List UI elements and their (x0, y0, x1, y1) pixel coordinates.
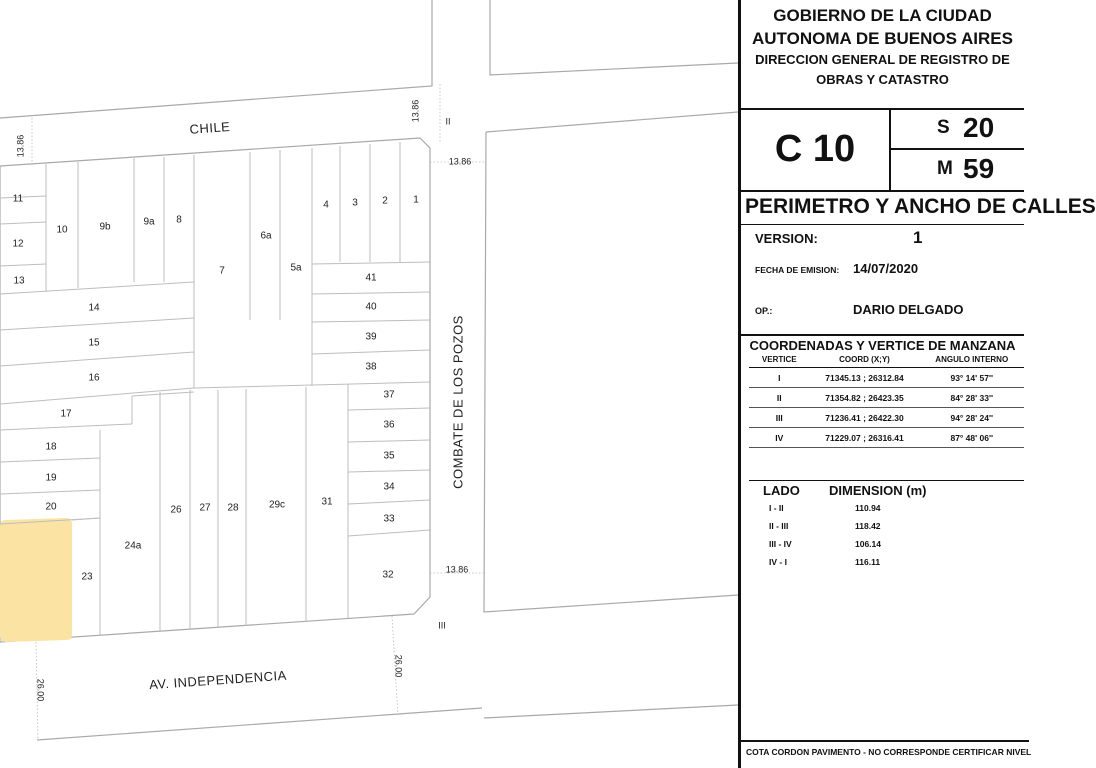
lado-name: IV - I (769, 557, 787, 567)
lot-label: 27 (199, 502, 211, 514)
lot-label: 16 (88, 372, 100, 384)
lot-label: 3 (352, 197, 358, 209)
street-width-nw: 13.86 (15, 134, 26, 158)
fecha-value: 14/07/2020 (853, 261, 919, 276)
coord-header-coord: COORD (X;Y) (810, 354, 920, 368)
footer-note: COTA CORDON PAVIMENTO - NO CORRESPONDE CERTIFICAR NIVEL (741, 740, 1029, 757)
lot-labels (12, 194, 419, 583)
vertex-id: IV (749, 428, 810, 448)
vertex-coord: 71354.82 ; 26423.35 (810, 388, 920, 408)
lot-label: 36 (383, 419, 395, 431)
street-width-east-top: 13.86 (448, 156, 472, 167)
lot-label: 9a (143, 216, 155, 228)
street-name-north: CHILE (189, 119, 231, 137)
vertex-id: I (749, 368, 810, 388)
vertex-label-iii: III (438, 620, 446, 631)
vertex-id: III (749, 408, 810, 428)
street-width-sw: 26.00 (35, 678, 46, 702)
vertex-angle: 94° 28' 24'' (920, 408, 1025, 428)
vertex-angle: 87° 48' 06'' (920, 428, 1025, 448)
street-name-south: AV. INDEPENDENCIA (148, 667, 288, 693)
seccion-value: 20 (963, 112, 995, 143)
lot-label: 6a (260, 230, 272, 242)
op-label: OP.: (755, 306, 773, 316)
dimension-lines (32, 84, 486, 740)
coord-header-angulo: ANGULO INTERNO (920, 354, 1025, 368)
coord-title: COORDENADAS Y VERTICE DE MANZANA (741, 334, 1024, 353)
lot-label: 13 (13, 275, 25, 287)
lado-dimension: 118.42 (855, 521, 881, 531)
version-value: 1 (913, 228, 923, 247)
coord-header-vertice: VERTICE (749, 354, 810, 368)
vertex-label-ii: II (445, 116, 451, 127)
lot-label: 26 (170, 504, 182, 516)
lot-label: 8 (176, 214, 182, 226)
lot-label: 33 (383, 513, 395, 525)
lot-label: 23 (81, 571, 93, 583)
lot-label: 5a (290, 262, 302, 274)
version-label: VERSION: (755, 231, 818, 246)
lot-label: 35 (383, 450, 395, 462)
lot-label: 4 (323, 199, 329, 211)
lot-label: 1 (413, 194, 419, 206)
highlighted-lot (0, 518, 72, 642)
vertex-coord: 71236.41 ; 26422.30 (810, 408, 920, 428)
document-title: PERIMETRO Y ANCHO DE CALLES (745, 195, 1096, 218)
vertex-angle: 84° 28' 33'' (920, 388, 1025, 408)
lot-label: 39 (365, 331, 377, 343)
lot-label: 17 (60, 408, 72, 420)
lot-label: 32 (382, 569, 394, 581)
header-line-3: DIRECCION GENERAL DE REGISTRO DE (755, 52, 1010, 67)
lot-label: 12 (12, 238, 24, 250)
coord-table (749, 354, 1024, 448)
seccion-label: S (937, 117, 950, 138)
lot-label: 14 (88, 302, 100, 314)
lot-label: 15 (88, 337, 100, 349)
table-row (749, 388, 1024, 408)
info-panel (738, 0, 1096, 768)
lados-section (749, 480, 1024, 567)
lado-dimension: 116.11 (855, 557, 881, 567)
vertex-angle: 93° 14' 57'' (920, 368, 1025, 388)
lado-dimension: 106.14 (855, 539, 881, 549)
lot-label: 9b (99, 221, 111, 233)
table-row (749, 368, 1024, 388)
lot-label: 11 (12, 193, 24, 205)
dimension-header: DIMENSION (m) (829, 483, 927, 498)
street-name-east: COMBATE DE LOS POZOS (450, 315, 466, 489)
lot-label: 41 (365, 272, 377, 284)
lot-label: 38 (365, 361, 377, 373)
lado-name: III - IV (769, 539, 792, 549)
street-width-north-right: 13.86 (410, 99, 421, 123)
circunscripcion: C 10 (741, 108, 891, 190)
panel-header (741, 0, 1024, 110)
lot-label: 24a (124, 540, 142, 552)
lot-label: 29c (268, 499, 286, 511)
lot-label: 37 (383, 389, 395, 401)
lado-dimension: 110.94 (855, 503, 881, 513)
vertex-id: II (749, 388, 810, 408)
lot-label: 7 (219, 265, 225, 277)
lot-label: 18 (45, 441, 57, 453)
fecha-label: FECHA DE EMISION: (755, 265, 840, 275)
lado-name: I - II (769, 503, 784, 513)
header-line-4: OBRAS Y CATASTRO (816, 72, 949, 87)
lot-label: 31 (321, 496, 333, 508)
manzana-label: M (937, 158, 953, 179)
lot-label: 28 (227, 502, 239, 514)
street-width-east-bottom: 13.86 (445, 564, 469, 575)
lot-label: 2 (382, 195, 388, 207)
seccion-box (891, 108, 1024, 150)
manzana-value: 59 (963, 153, 995, 184)
lot-label: 10 (56, 224, 68, 236)
header-line-1: GOBIERNO DE LA CIUDAD (773, 6, 992, 25)
vertex-coord: 71345.13 ; 26312.84 (810, 368, 920, 388)
lot-label: 20 (45, 501, 57, 513)
lot-label: 19 (45, 472, 57, 484)
op-value: DARIO DELGADO (853, 302, 964, 317)
lot-label: 40 (365, 301, 377, 313)
table-row (749, 408, 1024, 428)
table-row (749, 428, 1024, 448)
street-width-south-right: 26.00 (393, 654, 404, 678)
lado-name: II - III (769, 521, 789, 531)
lado-header: LADO (763, 483, 800, 498)
manzana-box (891, 149, 1024, 189)
header-line-2: AUTONOMA DE BUENOS AIRES (751, 29, 1013, 48)
lot-label: 34 (383, 481, 395, 493)
vertex-coord: 71229.07 ; 26316.41 (810, 428, 920, 448)
circ-seccion-manzana (741, 108, 1024, 192)
